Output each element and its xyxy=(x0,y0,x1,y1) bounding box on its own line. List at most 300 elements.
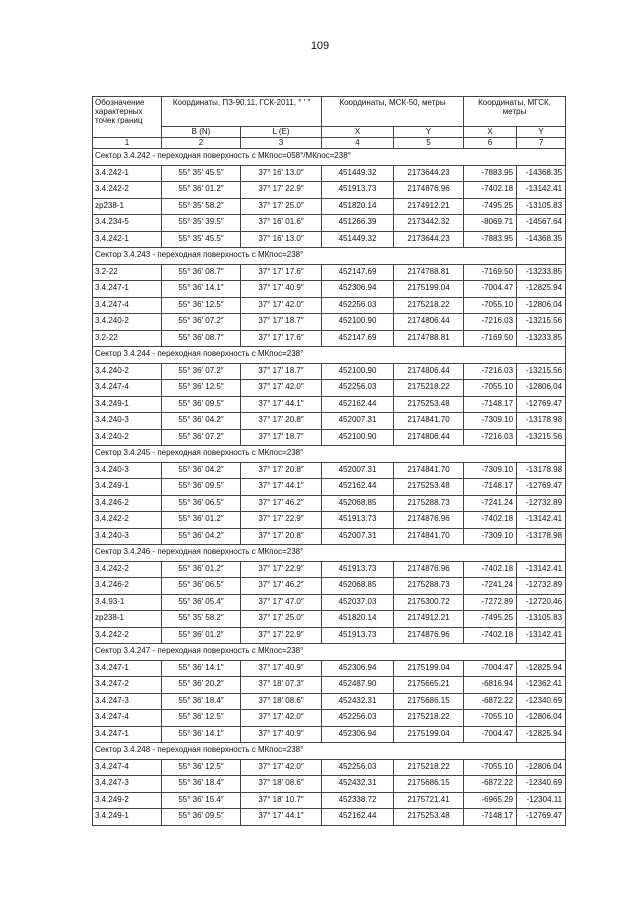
cell-lon-l: 37° 17′ 20.8″ xyxy=(241,528,322,545)
cell-msk-x: 451820.14 xyxy=(322,611,394,628)
cell-lat-b: 55° 36′ 01.2″ xyxy=(162,512,241,529)
cell-lon-l: 37° 17′ 20.8″ xyxy=(241,413,322,430)
cell-lon-l: 37° 17′ 44.1″ xyxy=(241,479,322,496)
cell-lat-b: 55° 36′ 18.4″ xyxy=(162,776,241,793)
cell-point-id: 3.4.240-2 xyxy=(93,314,162,331)
cell-mgsk-y: -13178.98 xyxy=(517,413,566,430)
cell-msk-y: 2174788.81 xyxy=(394,330,464,347)
cell-msk-y: 2175218.22 xyxy=(394,297,464,314)
header-sub-b: B (N) xyxy=(162,127,241,138)
cell-msk-y: 2174876.96 xyxy=(394,512,464,529)
cell-lon-l: 37° 17′ 22.9″ xyxy=(241,561,322,578)
cell-msk-x: 452162.44 xyxy=(322,809,394,826)
cell-point-id: 3.4.247-1 xyxy=(93,726,162,743)
cell-mgsk-y: -13215.56 xyxy=(517,314,566,331)
cell-lat-b: 55° 36′ 04.2″ xyxy=(162,528,241,545)
cell-msk-y: 2173442.32 xyxy=(394,215,464,232)
table-row xyxy=(93,314,566,331)
cell-msk-x: 452306.94 xyxy=(322,281,394,298)
cell-msk-x: 452306.94 xyxy=(322,726,394,743)
cell-mgsk-x: -7272.89 xyxy=(464,594,517,611)
cell-lon-l: 37° 17′ 17.6″ xyxy=(241,330,322,347)
table-row xyxy=(93,693,566,710)
cell-mgsk-y: -12806.04 xyxy=(517,759,566,776)
cell-mgsk-x: -7216.03 xyxy=(464,363,517,380)
header-num-5: 5 xyxy=(394,138,464,149)
cell-point-id: 3.4.242-1 xyxy=(93,231,162,248)
table-row xyxy=(93,660,566,677)
cell-mgsk-x: -7309.10 xyxy=(464,528,517,545)
cell-lon-l: 37° 17′ 17.6″ xyxy=(241,264,322,281)
table-row xyxy=(93,165,566,182)
cell-mgsk-y: -12769.47 xyxy=(517,479,566,496)
cell-lat-b: 55° 36′ 08.7″ xyxy=(162,330,241,347)
cell-point-id: 3.4.249-1 xyxy=(93,479,162,496)
cell-mgsk-x: -6872.22 xyxy=(464,776,517,793)
cell-msk-x: 451913.73 xyxy=(322,182,394,199)
sector-title: Сектор 3.4.243 - переходная поверхность с МКпос=238° xyxy=(93,248,566,265)
sector-title: Сектор 3.4.246 - переходная поверхность с МКпос=238° xyxy=(93,545,566,562)
cell-point-id: 3.4.246-2 xyxy=(93,495,162,512)
cell-mgsk-x: -7148.17 xyxy=(464,479,517,496)
cell-msk-x: 452338.72 xyxy=(322,792,394,809)
header-group-msk50: Координаты, МСК-50, метры xyxy=(322,97,464,127)
cell-lon-l: 37° 17′ 42.0″ xyxy=(241,380,322,397)
cell-lat-b: 55° 36′ 14.1″ xyxy=(162,726,241,743)
cell-lat-b: 55° 35′ 45.5″ xyxy=(162,165,241,182)
cell-mgsk-x: -7495.25 xyxy=(464,611,517,628)
table-row xyxy=(93,330,566,347)
cell-lat-b: 55° 36′ 06.5″ xyxy=(162,578,241,595)
cell-msk-y: 2173644.23 xyxy=(394,231,464,248)
table-row xyxy=(93,182,566,199)
cell-mgsk-y: -12825.94 xyxy=(517,726,566,743)
cell-mgsk-x: -7309.10 xyxy=(464,462,517,479)
cell-mgsk-x: -7495.25 xyxy=(464,198,517,215)
cell-mgsk-y: -13105.83 xyxy=(517,198,566,215)
table-row xyxy=(93,726,566,743)
cell-lon-l: 37° 17′ 18.7″ xyxy=(241,429,322,446)
cell-point-id: 3.4.234-5 xyxy=(93,215,162,232)
cell-msk-y: 2175218.22 xyxy=(394,710,464,727)
cell-lon-l: 37° 17′ 42.0″ xyxy=(241,297,322,314)
cell-mgsk-x: -7241.24 xyxy=(464,495,517,512)
cell-msk-y: 2175288.73 xyxy=(394,495,464,512)
cell-lon-l: 37° 17′ 25.0″ xyxy=(241,198,322,215)
cell-mgsk-x: -8069.71 xyxy=(464,215,517,232)
cell-msk-y: 2174841.70 xyxy=(394,528,464,545)
table-row xyxy=(93,611,566,628)
cell-msk-y: 2175686.15 xyxy=(394,776,464,793)
table-row xyxy=(93,264,566,281)
cell-lat-b: 55° 36′ 12.5″ xyxy=(162,380,241,397)
cell-lat-b: 55° 35′ 39.5″ xyxy=(162,215,241,232)
sector-title: Сектор 3.4.245 - переходная поверхность с МКпос=238° xyxy=(93,446,566,463)
cell-lon-l: 37° 17′ 42.0″ xyxy=(241,759,322,776)
cell-point-id: zp238-1 xyxy=(93,198,162,215)
cell-lat-b: 55° 36′ 18.4″ xyxy=(162,693,241,710)
cell-point-id: 3.4.242-2 xyxy=(93,627,162,644)
cell-msk-y: 2174841.70 xyxy=(394,413,464,430)
table-row xyxy=(93,380,566,397)
cell-mgsk-x: -7055.10 xyxy=(464,759,517,776)
cell-mgsk-y: -13178.98 xyxy=(517,528,566,545)
cell-mgsk-x: -7004.47 xyxy=(464,281,517,298)
cell-mgsk-x: -7402.18 xyxy=(464,512,517,529)
cell-mgsk-x: -6816.94 xyxy=(464,677,517,694)
cell-mgsk-x: -7055.10 xyxy=(464,297,517,314)
cell-point-id: zp238-1 xyxy=(93,611,162,628)
table-row xyxy=(93,792,566,809)
cell-msk-y: 2175218.22 xyxy=(394,380,464,397)
sector-header-row xyxy=(93,347,566,364)
cell-mgsk-y: -12304.11 xyxy=(517,792,566,809)
table-row xyxy=(93,627,566,644)
cell-lat-b: 55° 36′ 12.5″ xyxy=(162,297,241,314)
cell-msk-x: 452007.31 xyxy=(322,462,394,479)
header-sub-l: L (E) xyxy=(241,127,322,138)
cell-msk-x: 451913.73 xyxy=(322,627,394,644)
table-row xyxy=(93,528,566,545)
cell-lon-l: 37° 17′ 20.8″ xyxy=(241,462,322,479)
cell-lat-b: 55° 36′ 12.5″ xyxy=(162,710,241,727)
cell-point-id: 3.4.242-1 xyxy=(93,165,162,182)
cell-msk-x: 452007.31 xyxy=(322,413,394,430)
table-row xyxy=(93,363,566,380)
header-sub-x-msk: X xyxy=(322,127,394,138)
cell-msk-y: 2175253.48 xyxy=(394,479,464,496)
cell-mgsk-y: -13215.56 xyxy=(517,363,566,380)
header-sub-y-msk: Y xyxy=(394,127,464,138)
header-group-mgsk: Координаты, МГСК, метры xyxy=(464,97,566,127)
cell-point-id: 3.4.249-2 xyxy=(93,792,162,809)
cell-msk-x: 452068.85 xyxy=(322,578,394,595)
cell-msk-x: 452100.90 xyxy=(322,314,394,331)
cell-lon-l: 37° 17′ 25.0″ xyxy=(241,611,322,628)
cell-msk-x: 451266.39 xyxy=(322,215,394,232)
cell-lat-b: 55° 36′ 14.1″ xyxy=(162,660,241,677)
cell-mgsk-y: -13105.83 xyxy=(517,611,566,628)
table-row xyxy=(93,479,566,496)
cell-lat-b: 55° 36′ 09.5″ xyxy=(162,396,241,413)
cell-lat-b: 55° 36′ 20.2″ xyxy=(162,677,241,694)
cell-msk-x: 452100.90 xyxy=(322,363,394,380)
cell-mgsk-x: -7055.10 xyxy=(464,710,517,727)
cell-mgsk-x: -6872.22 xyxy=(464,693,517,710)
cell-msk-x: 451913.73 xyxy=(322,512,394,529)
cell-mgsk-x: -7883.95 xyxy=(464,231,517,248)
cell-point-id: 3.4.249-1 xyxy=(93,396,162,413)
cell-mgsk-y: -13215.56 xyxy=(517,429,566,446)
cell-lat-b: 55° 36′ 14.1″ xyxy=(162,281,241,298)
cell-mgsk-y: -12769.47 xyxy=(517,396,566,413)
cell-msk-y: 2175665.21 xyxy=(394,677,464,694)
cell-msk-x: 452256.03 xyxy=(322,710,394,727)
cell-lat-b: 55° 36′ 05.4″ xyxy=(162,594,241,611)
cell-point-id: 3.2-22 xyxy=(93,330,162,347)
cell-lat-b: 55° 36′ 04.2″ xyxy=(162,413,241,430)
cell-point-id: 3.4.240-2 xyxy=(93,363,162,380)
cell-msk-y: 2175218.22 xyxy=(394,759,464,776)
sector-header-row xyxy=(93,149,566,166)
table-row xyxy=(93,677,566,694)
cell-point-id: 3.4.242-2 xyxy=(93,512,162,529)
cell-lon-l: 37° 17′ 40.9″ xyxy=(241,660,322,677)
cell-msk-y: 2174912.21 xyxy=(394,198,464,215)
cell-mgsk-y: -12806.04 xyxy=(517,297,566,314)
cell-mgsk-y: -12806.04 xyxy=(517,710,566,727)
cell-mgsk-x: -7402.18 xyxy=(464,561,517,578)
cell-msk-y: 2174806.44 xyxy=(394,429,464,446)
cell-mgsk-y: -13178.98 xyxy=(517,462,566,479)
table-row xyxy=(93,215,566,232)
cell-mgsk-x: -7216.03 xyxy=(464,314,517,331)
cell-msk-y: 2174806.44 xyxy=(394,314,464,331)
cell-msk-x: 452162.44 xyxy=(322,396,394,413)
table-row xyxy=(93,462,566,479)
table-row xyxy=(93,198,566,215)
cell-point-id: 3.4.247-4 xyxy=(93,710,162,727)
cell-msk-x: 452007.31 xyxy=(322,528,394,545)
table-body xyxy=(93,149,566,826)
cell-msk-y: 2175686.15 xyxy=(394,693,464,710)
cell-msk-x: 452256.03 xyxy=(322,380,394,397)
cell-lat-b: 55° 36′ 06.5″ xyxy=(162,495,241,512)
cell-msk-y: 2175300.72 xyxy=(394,594,464,611)
cell-lon-l: 37° 17′ 44.1″ xyxy=(241,396,322,413)
cell-mgsk-y: -12340.69 xyxy=(517,693,566,710)
cell-msk-x: 452068.85 xyxy=(322,495,394,512)
sector-header-row xyxy=(93,446,566,463)
cell-mgsk-y: -12720.46 xyxy=(517,594,566,611)
cell-msk-x: 452162.44 xyxy=(322,479,394,496)
sector-header-row xyxy=(93,248,566,265)
cell-msk-x: 452487.90 xyxy=(322,677,394,694)
cell-point-id: 3.4.240-3 xyxy=(93,413,162,430)
cell-point-id: 3.2-22 xyxy=(93,264,162,281)
cell-msk-x: 451449.32 xyxy=(322,231,394,248)
cell-lat-b: 55° 36′ 07.2″ xyxy=(162,429,241,446)
header-num-4: 4 xyxy=(322,138,394,149)
cell-msk-x: 452147.69 xyxy=(322,330,394,347)
cell-msk-x: 451449.32 xyxy=(322,165,394,182)
cell-mgsk-x: -7241.24 xyxy=(464,578,517,595)
sector-title: Сектор 3.4.248 - переходная поверхность с МКпос=238° xyxy=(93,743,566,760)
cell-msk-x: 451820.14 xyxy=(322,198,394,215)
cell-lon-l: 37° 16′ 13.0″ xyxy=(241,231,322,248)
cell-mgsk-y: -13142.41 xyxy=(517,627,566,644)
cell-mgsk-x: -6965.29 xyxy=(464,792,517,809)
cell-lon-l: 37° 18′ 07.3″ xyxy=(241,677,322,694)
header-point-designation: Обозначение характерных точек границ xyxy=(93,97,162,138)
cell-mgsk-y: -12825.94 xyxy=(517,660,566,677)
cell-msk-x: 451913.73 xyxy=(322,561,394,578)
cell-lon-l: 37° 17′ 40.9″ xyxy=(241,726,322,743)
cell-point-id: 3.4.247-1 xyxy=(93,660,162,677)
cell-msk-y: 2174912.21 xyxy=(394,611,464,628)
cell-lat-b: 55° 36′ 07.2″ xyxy=(162,314,241,331)
cell-lat-b: 55° 36′ 09.5″ xyxy=(162,479,241,496)
cell-lat-b: 55° 36′ 12.5″ xyxy=(162,759,241,776)
cell-msk-y: 2174806.44 xyxy=(394,363,464,380)
table-row xyxy=(93,413,566,430)
cell-msk-y: 2175288.73 xyxy=(394,578,464,595)
header-num-2: 2 xyxy=(162,138,241,149)
cell-mgsk-y: -14368.35 xyxy=(517,165,566,182)
cell-msk-y: 2174876.96 xyxy=(394,182,464,199)
sector-header-row xyxy=(93,644,566,661)
cell-lat-b: 55° 36′ 01.2″ xyxy=(162,561,241,578)
cell-mgsk-y: -14368.35 xyxy=(517,231,566,248)
cell-lat-b: 55° 35′ 45.5″ xyxy=(162,231,241,248)
sector-title: Сектор 3.4.244 - переходная поверхность с МКпос=238° xyxy=(93,347,566,364)
cell-point-id: 3.4.242-2 xyxy=(93,182,162,199)
sector-header-row xyxy=(93,743,566,760)
cell-point-id: 3.4.247-2 xyxy=(93,677,162,694)
cell-lon-l: 37° 18′ 08.6″ xyxy=(241,693,322,710)
cell-lon-l: 37° 17′ 22.9″ xyxy=(241,512,322,529)
coordinates-table xyxy=(92,96,566,826)
cell-msk-x: 452256.03 xyxy=(322,759,394,776)
header-sub-x-mgsk: X xyxy=(464,127,517,138)
sector-title: Сектор 3.4.247 - переходная поверхность с МКпос=238° xyxy=(93,644,566,661)
sector-header-row xyxy=(93,545,566,562)
cell-lat-b: 55° 36′ 08.7″ xyxy=(162,264,241,281)
cell-msk-x: 452100.90 xyxy=(322,429,394,446)
cell-mgsk-x: -7004.47 xyxy=(464,660,517,677)
table-row xyxy=(93,759,566,776)
cell-msk-y: 2173644.23 xyxy=(394,165,464,182)
cell-lon-l: 37° 17′ 42.0″ xyxy=(241,710,322,727)
cell-mgsk-y: -12340.69 xyxy=(517,776,566,793)
cell-mgsk-x: -7169.50 xyxy=(464,264,517,281)
cell-msk-y: 2175199.04 xyxy=(394,660,464,677)
cell-msk-y: 2175253.48 xyxy=(394,396,464,413)
cell-point-id: 3.4.246-2 xyxy=(93,578,162,595)
header-num-3: 3 xyxy=(241,138,322,149)
cell-lon-l: 37° 17′ 44.1″ xyxy=(241,809,322,826)
cell-lat-b: 55° 35′ 58.2″ xyxy=(162,198,241,215)
cell-msk-y: 2175253.48 xyxy=(394,809,464,826)
cell-mgsk-y: -12806.04 xyxy=(517,380,566,397)
table-row xyxy=(93,594,566,611)
cell-lon-l: 37° 17′ 46.2″ xyxy=(241,578,322,595)
table-row xyxy=(93,297,566,314)
cell-msk-x: 452432.31 xyxy=(322,693,394,710)
table-row xyxy=(93,281,566,298)
cell-lat-b: 55° 36′ 15.4″ xyxy=(162,792,241,809)
cell-msk-y: 2174876.96 xyxy=(394,627,464,644)
cell-msk-y: 2175199.04 xyxy=(394,726,464,743)
cell-lon-l: 37° 17′ 18.7″ xyxy=(241,314,322,331)
cell-lon-l: 37° 16′ 13.0″ xyxy=(241,165,322,182)
cell-mgsk-y: -12825.94 xyxy=(517,281,566,298)
cell-mgsk-x: -7004.47 xyxy=(464,726,517,743)
cell-mgsk-x: -7216.03 xyxy=(464,429,517,446)
cell-mgsk-y: -13233.85 xyxy=(517,264,566,281)
page-number: 109 xyxy=(310,40,330,52)
cell-msk-y: 2174841.70 xyxy=(394,462,464,479)
cell-lon-l: 37° 18′ 10.7″ xyxy=(241,792,322,809)
table-row xyxy=(93,710,566,727)
cell-msk-x: 452432.31 xyxy=(322,776,394,793)
cell-point-id: 3.4.240-3 xyxy=(93,528,162,545)
table-row xyxy=(93,429,566,446)
cell-lat-b: 55° 35′ 58.2″ xyxy=(162,611,241,628)
cell-point-id: 3.4.247-4 xyxy=(93,380,162,397)
table-row xyxy=(93,495,566,512)
table-row xyxy=(93,776,566,793)
sector-title: Сектор 3.4.242 - переходная поверхность с МКпос=058°/МКпос=238° xyxy=(93,149,566,166)
cell-msk-x: 452037.03 xyxy=(322,594,394,611)
cell-lon-l: 37° 17′ 22.9″ xyxy=(241,182,322,199)
cell-point-id: 3.4.249-1 xyxy=(93,809,162,826)
table-row xyxy=(93,396,566,413)
cell-msk-y: 2175199.04 xyxy=(394,281,464,298)
cell-point-id: 3.4.240-2 xyxy=(93,429,162,446)
cell-lon-l: 37° 17′ 22.9″ xyxy=(241,627,322,644)
cell-lat-b: 55° 36′ 07.2″ xyxy=(162,363,241,380)
cell-mgsk-x: -7402.18 xyxy=(464,627,517,644)
cell-lat-b: 55° 36′ 04.2″ xyxy=(162,462,241,479)
cell-lon-l: 37° 16′ 01.6″ xyxy=(241,215,322,232)
cell-msk-x: 452256.03 xyxy=(322,297,394,314)
cell-lon-l: 37° 17′ 18.7″ xyxy=(241,363,322,380)
cell-mgsk-y: -12769.47 xyxy=(517,809,566,826)
cell-lat-b: 55° 36′ 01.2″ xyxy=(162,627,241,644)
cell-point-id: 3.4.247-4 xyxy=(93,759,162,776)
cell-mgsk-y: -13142.41 xyxy=(517,182,566,199)
cell-mgsk-y: -12732.89 xyxy=(517,578,566,595)
header-num-6: 6 xyxy=(464,138,517,149)
header-num-1: 1 xyxy=(93,138,162,149)
cell-mgsk-y: -13142.41 xyxy=(517,561,566,578)
cell-lon-l: 37° 17′ 47.0″ xyxy=(241,594,322,611)
cell-lat-b: 55° 36′ 01.2″ xyxy=(162,182,241,199)
cell-mgsk-y: -13142.41 xyxy=(517,512,566,529)
cell-point-id: 3.4.247-1 xyxy=(93,281,162,298)
cell-mgsk-x: -7169.50 xyxy=(464,330,517,347)
header-group-pz90: Координаты, ПЗ-90.11, ГСК-2011, ° ′ ″ xyxy=(162,97,322,127)
cell-lon-l: 37° 17′ 46.2″ xyxy=(241,495,322,512)
cell-msk-x: 452147.69 xyxy=(322,264,394,281)
cell-point-id: 3.4.240-3 xyxy=(93,462,162,479)
table-row xyxy=(93,512,566,529)
cell-mgsk-y: -13233.85 xyxy=(517,330,566,347)
cell-mgsk-x: -7055.10 xyxy=(464,380,517,397)
cell-mgsk-x: -7148.17 xyxy=(464,396,517,413)
cell-msk-y: 2175721.41 xyxy=(394,792,464,809)
cell-lon-l: 37° 18′ 08.6″ xyxy=(241,776,322,793)
cell-msk-y: 2174788.81 xyxy=(394,264,464,281)
cell-point-id: 3.4.247-3 xyxy=(93,776,162,793)
table-row xyxy=(93,809,566,826)
header-num-7: 7 xyxy=(517,138,566,149)
cell-mgsk-y: -12732.89 xyxy=(517,495,566,512)
cell-mgsk-x: -7148.17 xyxy=(464,809,517,826)
cell-mgsk-y: -12362.41 xyxy=(517,677,566,694)
table-row xyxy=(93,231,566,248)
header-sub-y-mgsk: Y xyxy=(517,127,566,138)
cell-mgsk-x: -7883.95 xyxy=(464,165,517,182)
cell-lon-l: 37° 17′ 40.9″ xyxy=(241,281,322,298)
cell-msk-x: 452306.94 xyxy=(322,660,394,677)
cell-mgsk-x: -7402.18 xyxy=(464,182,517,199)
cell-point-id: 3.4.247-3 xyxy=(93,693,162,710)
table-row xyxy=(93,578,566,595)
cell-lat-b: 55° 36′ 09.5″ xyxy=(162,809,241,826)
cell-point-id: 3.4.247-4 xyxy=(93,297,162,314)
